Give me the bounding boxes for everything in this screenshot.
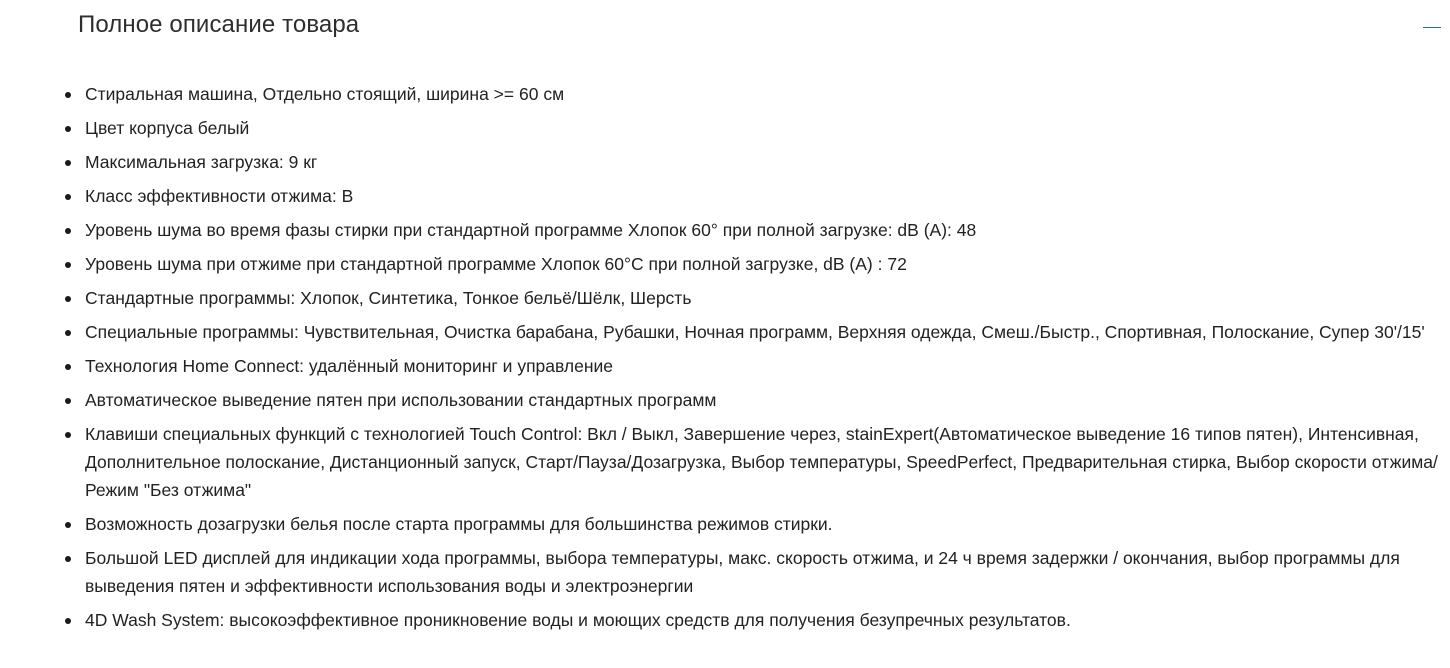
bullet-icon (65, 92, 71, 98)
list-item (85, 386, 1450, 414)
list-item (85, 216, 1450, 244)
list-item (85, 544, 1450, 600)
feature-text: Технология Home Connect: удалённый мониторинг и управление (85, 356, 614, 376)
collapse-button[interactable] (1418, 16, 1442, 40)
bullet-icon (65, 432, 71, 438)
bullet-icon (65, 126, 71, 132)
feature-text: 4D Wash System: высокоэффективное проникновение воды и моющих средств для получения безупречных результатов. (85, 610, 1071, 630)
list-item (85, 606, 1450, 634)
list-item (85, 420, 1450, 504)
list-item (85, 318, 1450, 346)
feature-text: Автоматическое выведение пятен при использовании стандартных программ (85, 390, 717, 410)
bullet-icon (65, 262, 71, 268)
feature-text: Возможность дозагрузки белья после старта программы для большинства режимов стирки. (85, 514, 833, 534)
bullet-icon (65, 194, 71, 200)
feature-text: Специальные программы: Чувствительная, Очистка барабана, Рубашки, Ночная программ, Верхняя одежда, Смеш./Быстр., Спортивная, Полоскание, Супер 30'/15' (85, 322, 1425, 342)
feature-text: Стандартные программы: Хлопок, Синтетика, Тонкое бельё/Шёлк, Шерсть (85, 288, 692, 308)
list-item (85, 80, 1450, 108)
feature-text: Уровень шума при отжиме при стандартной программе Хлопок 60°C при полной загрузке, dB (A) : 72 (85, 254, 907, 274)
feature-list (0, 80, 1450, 640)
feature-text: Класс эффективности отжима: B (85, 186, 354, 206)
feature-text: Клавиши специальных функций с технологией Touch Control: Вкл / Выкл, Завершение через, stainExpert(Автоматическое выведение 16 типов пятен), Интенсивная, Дополнительное полоскание, Дистанционный запуск, Старт/Пауза/Дозагрузка, Выбор температуры, SpeedPerfect, Предварительная стирка, Выбор скорости отжима/Режим "Без отжима" (85, 424, 1438, 500)
feature-text: Максимальная загрузка: 9 кг (85, 152, 318, 172)
list-item (85, 148, 1450, 176)
bullet-icon (65, 330, 71, 336)
section-title: Полное описание товара (78, 11, 360, 38)
bullet-icon (65, 398, 71, 404)
list-item (85, 114, 1450, 142)
bullet-icon (65, 556, 71, 562)
feature-text: Цвет корпуса белый (85, 118, 250, 138)
bullet-icon (65, 296, 71, 302)
bullet-icon (65, 522, 71, 528)
list-item (85, 250, 1450, 278)
feature-text: Уровень шума во время фазы стирки при стандартной программе Хлопок 60° при полной загрузке: dB (A): 48 (85, 220, 977, 240)
list-item (85, 510, 1450, 538)
bullet-icon (65, 364, 71, 370)
list-item (85, 182, 1450, 210)
bullet-icon (65, 618, 71, 624)
list-item (85, 284, 1450, 312)
feature-text: Большой LED дисплей для индикации хода программы, выбора температуры, макс. скорость отжима, и 24 ч время задержки / окончания, выбор программы для выведения пятен и эффективности использования воды и электроэнергии (85, 548, 1400, 596)
list-item (85, 352, 1450, 380)
bullet-icon (65, 228, 71, 234)
accordion-header[interactable] (0, 0, 1450, 60)
minus-icon (1423, 27, 1441, 28)
feature-text: Стиральная машина, Отдельно стоящий, ширина >= 60 см (85, 84, 565, 104)
bullet-icon (65, 160, 71, 166)
